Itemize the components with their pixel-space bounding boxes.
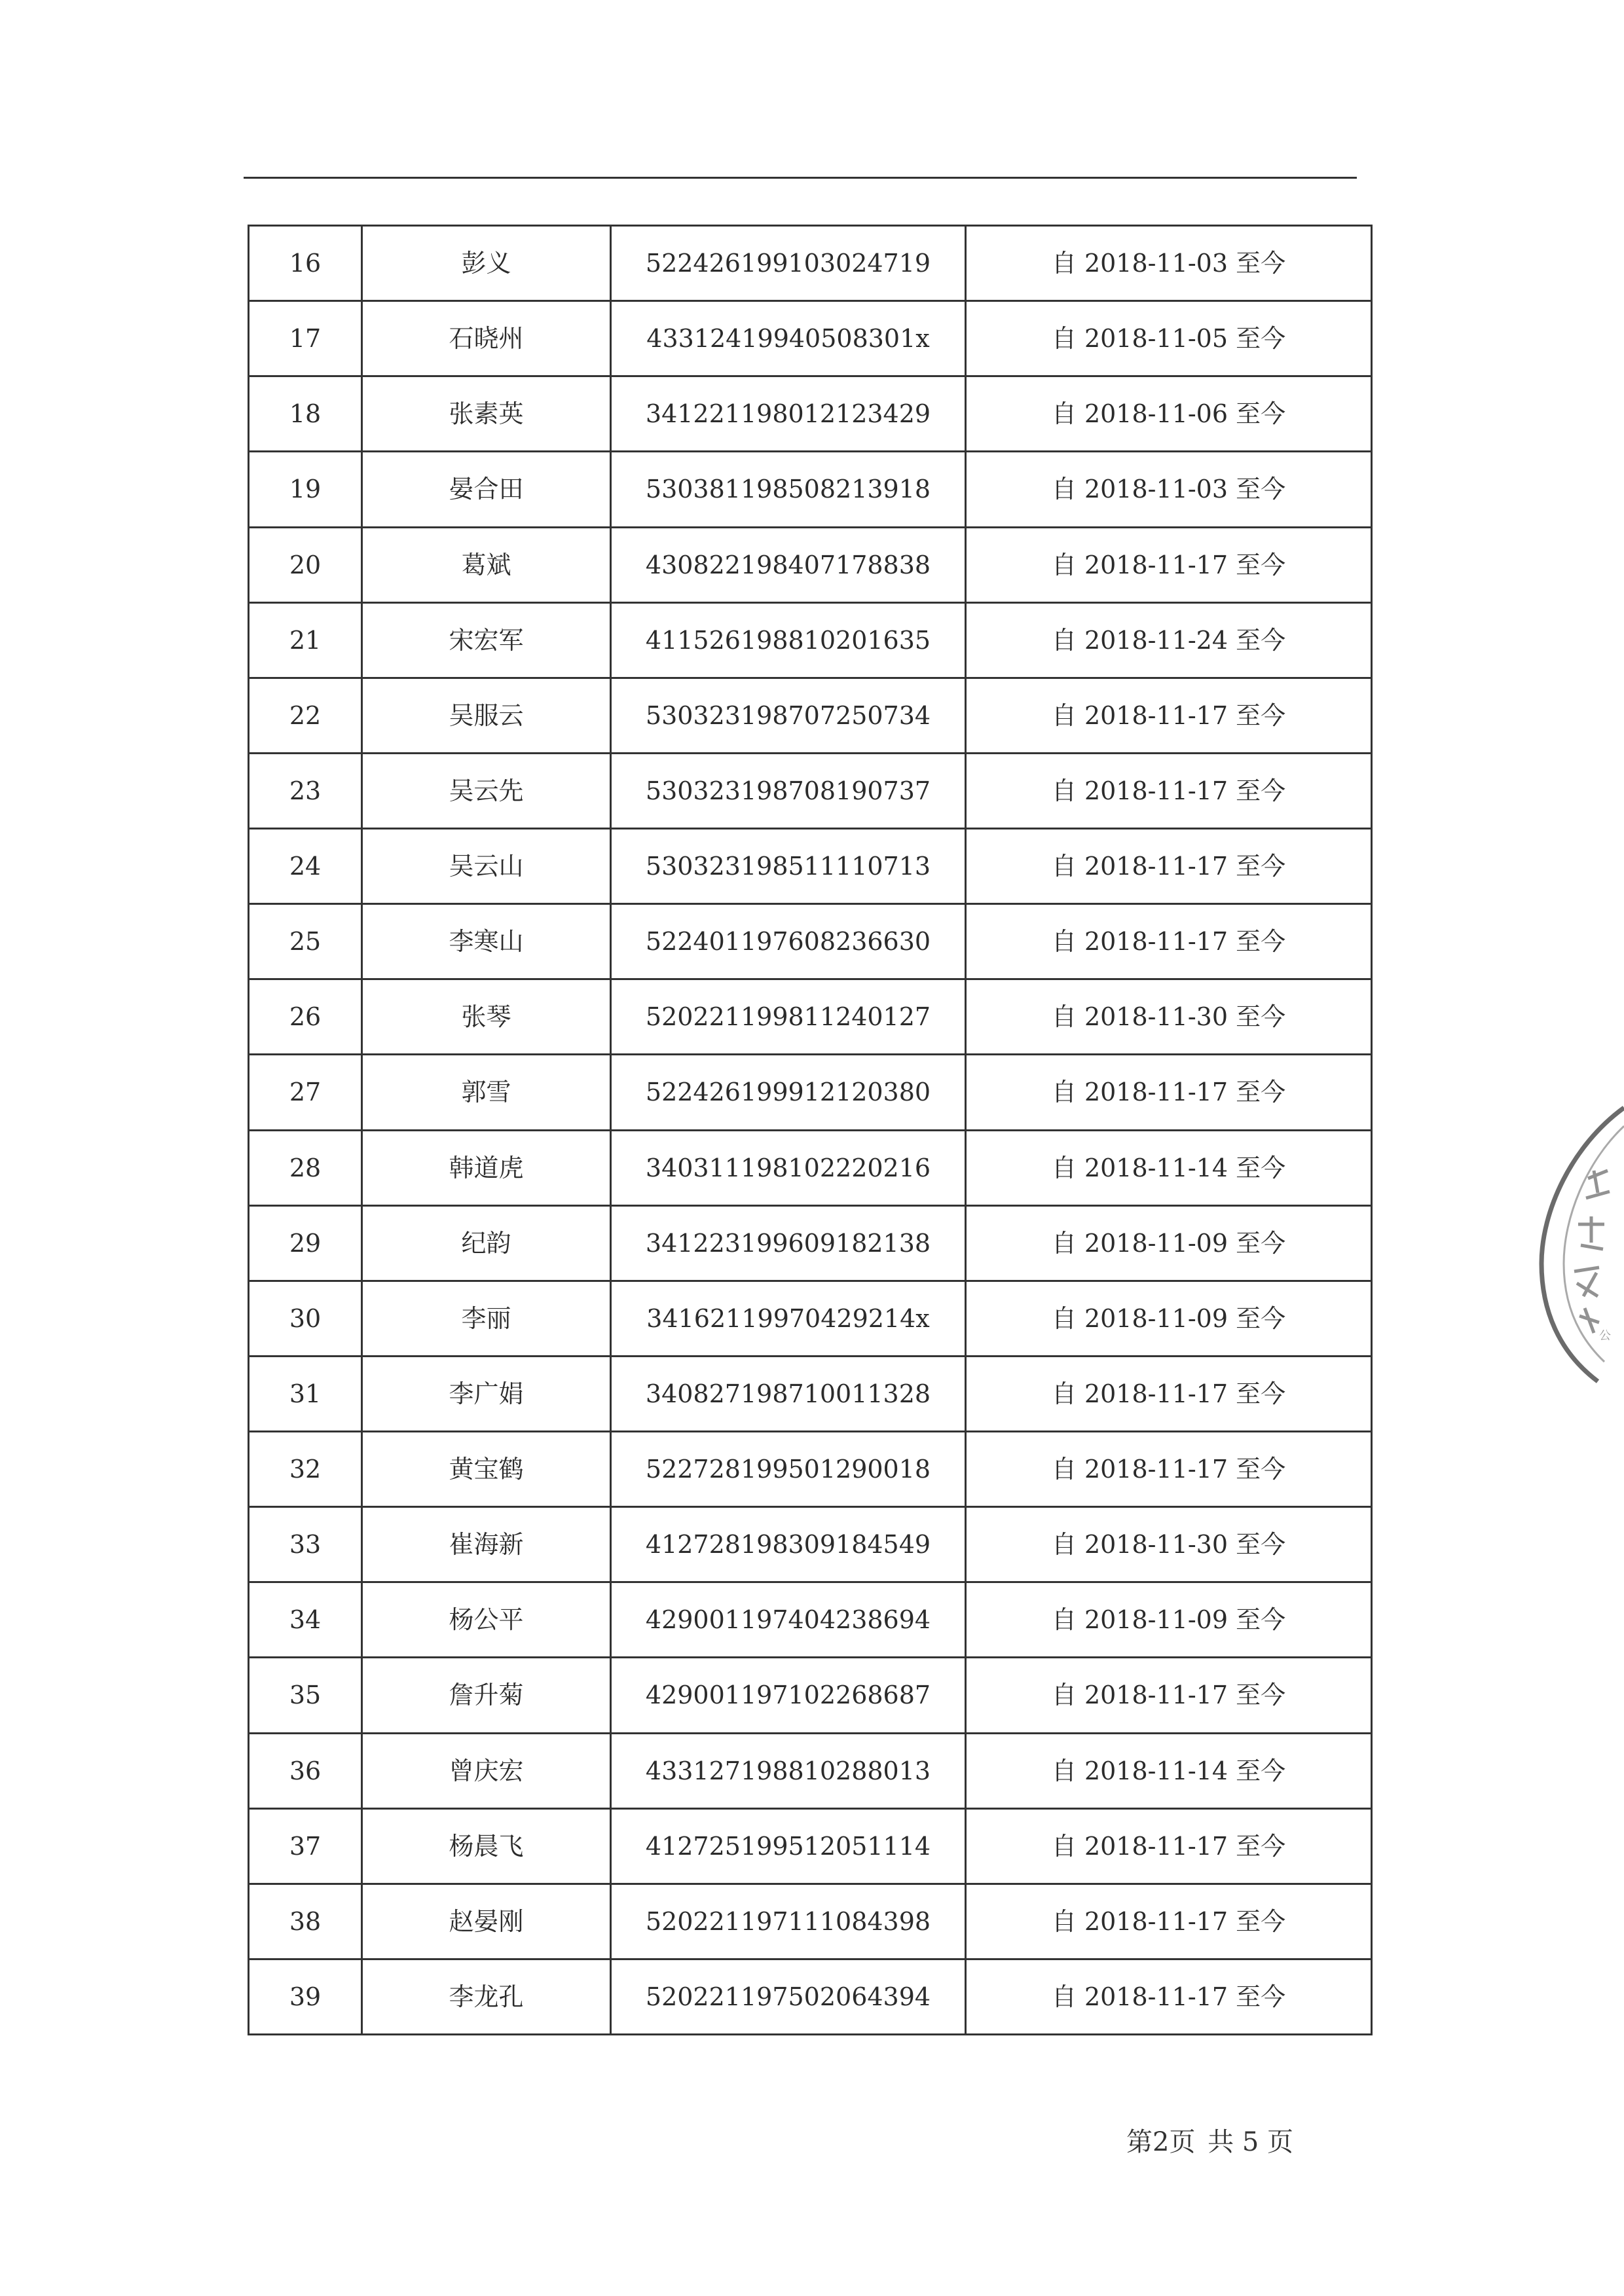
table-row [249,1432,1372,1507]
row-index-cell: 30 [249,1281,362,1356]
period-cell: 自 2018-11-17 至今 [966,1432,1372,1507]
id-number-cell: 530323198707250734 [611,678,966,753]
name-cell: 张素英 [362,376,611,452]
name-cell: 彭义 [362,226,611,301]
id-number-cell: 340827198710011328 [611,1356,966,1431]
row-index-cell: 19 [249,452,362,527]
id-number-cell: 412728198309184549 [611,1507,966,1582]
period-cell: 自 2018-11-17 至今 [966,904,1372,979]
id-number-cell: 341223199609182138 [611,1205,966,1281]
id-number-cell: 429001197102268687 [611,1658,966,1733]
period-cell: 自 2018-11-05 至今 [966,301,1372,376]
period-cell: 自 2018-11-17 至今 [966,527,1372,602]
header-rule [244,177,1357,179]
id-number-cell: 522426199912120380 [611,1055,966,1130]
name-cell: 曾庆宏 [362,1733,611,1808]
id-number-cell: 411526198810201635 [611,602,966,678]
period-cell: 自 2018-11-30 至今 [966,1507,1372,1582]
name-cell: 韩道虎 [362,1130,611,1205]
period-cell: 自 2018-11-03 至今 [966,452,1372,527]
table-row [249,1582,1372,1658]
id-number-cell: 34162119970429214x [611,1281,966,1356]
period-cell: 自 2018-11-14 至今 [966,1130,1372,1205]
name-cell: 黄宝鹤 [362,1432,611,1507]
id-number-cell: 43312419940508301x [611,301,966,376]
table-row [249,301,1372,376]
table-row [249,753,1372,828]
row-index-cell: 22 [249,678,362,753]
name-cell: 赵晏刚 [362,1884,611,1959]
name-cell: 吴服云 [362,678,611,753]
name-cell: 李广娟 [362,1356,611,1431]
table-row [249,1130,1372,1205]
table-row [249,1055,1372,1130]
period-cell: 自 2018-11-06 至今 [966,376,1372,452]
row-index-cell: 32 [249,1432,362,1507]
id-number-cell: 522728199501290018 [611,1432,966,1507]
period-cell: 自 2018-11-09 至今 [966,1205,1372,1281]
period-cell: 自 2018-11-14 至今 [966,1733,1372,1808]
name-cell: 葛斌 [362,527,611,602]
row-index-cell: 38 [249,1884,362,1959]
name-cell: 詹升菊 [362,1658,611,1733]
table-row [249,452,1372,527]
row-index-cell: 35 [249,1658,362,1733]
row-index-cell: 26 [249,979,362,1055]
period-cell: 自 2018-11-17 至今 [966,1356,1372,1431]
row-index-cell: 25 [249,904,362,979]
table-row [249,1356,1372,1431]
row-index-cell: 18 [249,376,362,452]
official-seal-fragment-icon [1526,1100,1624,1388]
row-index-cell: 28 [249,1130,362,1205]
name-cell: 张琴 [362,979,611,1055]
id-number-cell: 340311198102220216 [611,1130,966,1205]
row-index-cell: 23 [249,753,362,828]
id-number-cell: 520221197502064394 [611,1959,966,2034]
name-cell: 纪韵 [362,1205,611,1281]
period-cell: 自 2018-11-09 至今 [966,1582,1372,1658]
table-row [249,678,1372,753]
table-row [249,904,1372,979]
id-number-cell: 429001197404238694 [611,1582,966,1658]
name-cell: 石晓州 [362,301,611,376]
table-row [249,376,1372,452]
period-cell: 自 2018-11-17 至今 [966,753,1372,828]
period-cell: 自 2018-11-17 至今 [966,678,1372,753]
id-number-cell: 412725199512051114 [611,1808,966,1884]
name-cell: 吴云先 [362,753,611,828]
id-number-cell: 530381198508213918 [611,452,966,527]
row-index-cell: 36 [249,1733,362,1808]
period-cell: 自 2018-11-17 至今 [966,1808,1372,1884]
id-number-cell: 522426199103024719 [611,226,966,301]
name-cell: 晏合田 [362,452,611,527]
table-row [249,1808,1372,1884]
row-index-cell: 27 [249,1055,362,1130]
table-row [249,226,1372,301]
name-cell: 吴云山 [362,829,611,904]
table-row [249,1281,1372,1356]
period-cell: 自 2018-11-03 至今 [966,226,1372,301]
roster-table-container [248,225,1371,2035]
row-index-cell: 21 [249,602,362,678]
period-cell: 自 2018-11-17 至今 [966,1884,1372,1959]
table-row [249,829,1372,904]
page-number-footer [1126,2121,1297,2159]
table-row [249,1507,1372,1582]
id-number-cell: 530323198511110713 [611,829,966,904]
table-row [249,1658,1372,1733]
total-pages-label: 共 5 页 [1208,2127,1294,2157]
period-cell: 自 2018-11-17 至今 [966,829,1372,904]
table-row [249,602,1372,678]
row-index-cell: 31 [249,1356,362,1431]
name-cell: 崔海新 [362,1507,611,1582]
current-page-label: 第2页 [1126,2127,1196,2157]
row-index-cell: 16 [249,226,362,301]
row-index-cell: 34 [249,1582,362,1658]
table-row [249,1733,1372,1808]
roster-table [248,225,1373,2035]
row-index-cell: 37 [249,1808,362,1884]
table-row [249,1884,1372,1959]
table-row [249,1959,1372,2034]
roster-table-body [249,226,1372,2035]
period-cell: 自 2018-11-09 至今 [966,1281,1372,1356]
name-cell: 李寒山 [362,904,611,979]
table-row [249,979,1372,1055]
name-cell: 宋宏军 [362,602,611,678]
row-index-cell: 29 [249,1205,362,1281]
id-number-cell: 341221198012123429 [611,376,966,452]
id-number-cell: 430822198407178838 [611,527,966,602]
period-cell: 自 2018-11-24 至今 [966,602,1372,678]
id-number-cell: 433127198810288013 [611,1733,966,1808]
id-number-cell: 520221199811240127 [611,979,966,1055]
period-cell: 自 2018-11-17 至今 [966,1055,1372,1130]
name-cell: 李丽 [362,1281,611,1356]
seal-character: 公 [1599,1329,1611,1343]
row-index-cell: 20 [249,527,362,602]
period-cell: 自 2018-11-17 至今 [966,1959,1372,2034]
period-cell: 自 2018-11-30 至今 [966,979,1372,1055]
table-row [249,527,1372,602]
row-index-cell: 33 [249,1507,362,1582]
period-cell: 自 2018-11-17 至今 [966,1658,1372,1733]
id-number-cell: 522401197608236630 [611,904,966,979]
table-row [249,1205,1372,1281]
name-cell: 杨公平 [362,1582,611,1658]
name-cell: 李龙孔 [362,1959,611,2034]
row-index-cell: 17 [249,301,362,376]
id-number-cell: 520221197111084398 [611,1884,966,1959]
row-index-cell: 24 [249,829,362,904]
id-number-cell: 530323198708190737 [611,753,966,828]
row-index-cell: 39 [249,1959,362,2034]
name-cell: 郭雪 [362,1055,611,1130]
name-cell: 杨晨飞 [362,1808,611,1884]
